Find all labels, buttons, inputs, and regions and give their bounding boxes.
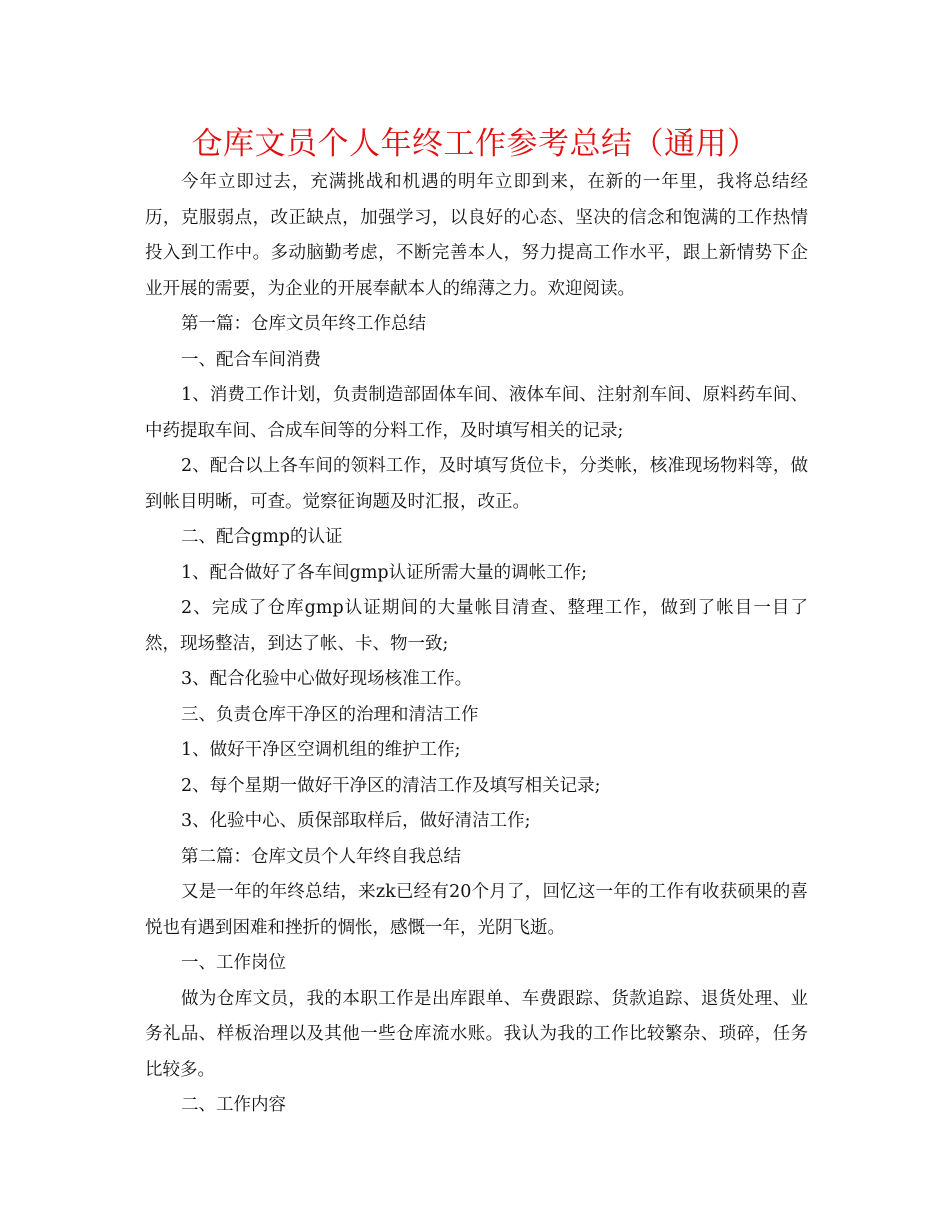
section-heading: 一、配合车间消费 xyxy=(181,349,321,370)
body-paragraph: 2、配合以上各车间的领料工作，及时填写货位卡，分类帐，核准现场物料等，做到帐目明晰，可查。觉察征询题及时汇报，改正。 xyxy=(145,456,808,512)
section-heading: 一、工作岗位 xyxy=(181,953,286,973)
document-body xyxy=(145,165,808,1124)
section-heading: 三、负责仓库干净区的治理和清洁工作 xyxy=(181,704,479,725)
body-paragraph: 2、每个星期一做好干净区的清洁工作及填写相关记录; xyxy=(181,775,601,796)
section-heading: 二、配合gmp的认证 xyxy=(181,527,343,547)
body-paragraph: 做为仓库文员，我的本职工作是出库跟单、车费跟踪、货款追踪、退货处理、业务礼品、样板治理以及其他一些仓库流水账。我认为我的工作比较繁杂、琐碎，任务比较多。 xyxy=(145,988,808,1080)
chapter-two-heading: 第二篇：仓库文员个人年终自我总结 xyxy=(181,846,461,867)
body-paragraph: 1、配合做好了各车间gmp认证所需大量的调帐工作; xyxy=(181,562,588,583)
body-paragraph: 又是一年的年终总结，来zk已经有20个月了，回忆这一年的工作有收获硕果的喜悦也有遇到困难和挫折的惆怅，感慨一年，光阴飞逝。 xyxy=(145,882,808,938)
intro-paragraph: 今年立即过去，充满挑战和机遇的明年立即到来，在新的一年里，我将总结经历，克服弱点，改正缺点，加强学习，以良好的心态、坚决的信念和饱满的工作热情投入到工作中。多动脑勤考虑，不断完善本人，努力提高工作水平，跟上新情势下企业开展的需要，为企业的开展奉献本人的绵薄之力。欢迎阅读。 xyxy=(145,172,808,299)
chapter-one-heading: 第一篇：仓库文员年终工作总结 xyxy=(181,314,426,334)
document-title: 仓库文员个人年终工作参考总结（通用） xyxy=(191,126,759,162)
body-paragraph: 1、消费工作计划，负责制造部固体车间、液体车间、注射剂车间、原料药车间、中药提取车间、合成车间等的分料工作，及时填写相关的记录; xyxy=(145,385,808,441)
body-paragraph: 3、化验中心、质保部取样后，做好清洁工作; xyxy=(181,811,531,831)
body-paragraph: 2、完成了仓库gmp认证期间的大量帐目清查、整理工作，做到了帐目一目了然，现场整洁，到达了帐、卡、物一致; xyxy=(145,598,808,654)
section-heading: 二、工作内容 xyxy=(181,1095,286,1115)
body-paragraph: 3、配合化验中心做好现场核准工作。 xyxy=(181,669,473,689)
body-paragraph: 1、做好干净区空调机组的维护工作; xyxy=(181,740,461,760)
